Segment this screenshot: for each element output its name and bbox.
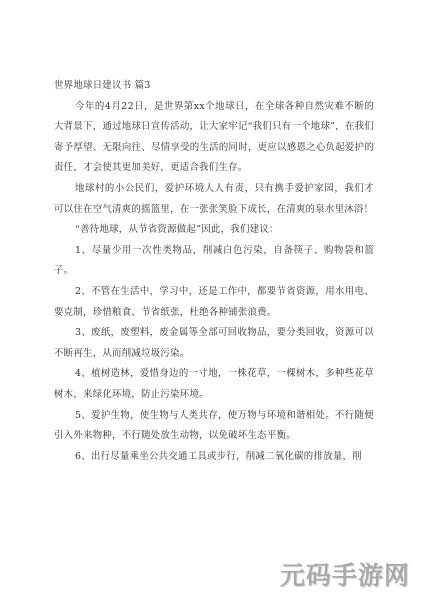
watermark-text: 元码手游网 [279, 561, 410, 590]
paragraph-proposal-lead: “善待地球，从节省资源做起”因此，我们建议： [75, 224, 279, 236]
list-item-5: 5、爱护生物，使生物与人类共存，使万物与环境和谐相处。不行随便引入外来物种，不行随处放生动物，以免破坏生态平衡。 [54, 409, 374, 442]
document-title: 世界地球日建议书 篇3 [54, 80, 151, 91]
document-body [54, 76, 374, 467]
site-watermark [280, 556, 410, 592]
list-item-4: 4、植树造林，爱惜身边的一寸地，一株花草，一棵树木，多种些花草树木，来绿化环境，防止污染环境。 [54, 368, 374, 400]
list-item-6: 6、出行尽量乘坐公共交通工具或步行，削减二氧化碳的排放量，削 [75, 450, 362, 462]
paragraph-intro: 今年的4月22日，是世界第xx个地球日，在全球各种自然灾难不断的大背景下，通过地球日宣传活动，让大家牢记“我们只有一个地球”，在我们寄予厚望、无限向往、尽情享受的生活的同时，更应以感恩之心负起爱护的责任，才会使其更加美好，更适合我们生存。 [54, 100, 374, 174]
list-item-3: 3、废纸，废塑料，废金属等全部可回收物品，要分类回收，资源可以不断再生，从而削减垃圾污染。 [54, 327, 374, 359]
list-item-2: 2、不管在生活中，学习中，还是工作中，都要节省资源，用水用电、要克制，珍惜粮食、节省纸张，杜绝各种铺张浪费。 [54, 285, 374, 318]
list-item-1: 1、尽量少用一次性类物品，削减白色污染，自备筷子、购物袋和篮子。 [54, 244, 374, 277]
paragraph-citizens: 地球村的小公民们，爱护环境人人有责，只有携手爱护家园，我们才可以住在空气清爽的摇篮里，在一张张笑脸下成长，在清爽的泉水里沐浴！ [54, 182, 374, 215]
